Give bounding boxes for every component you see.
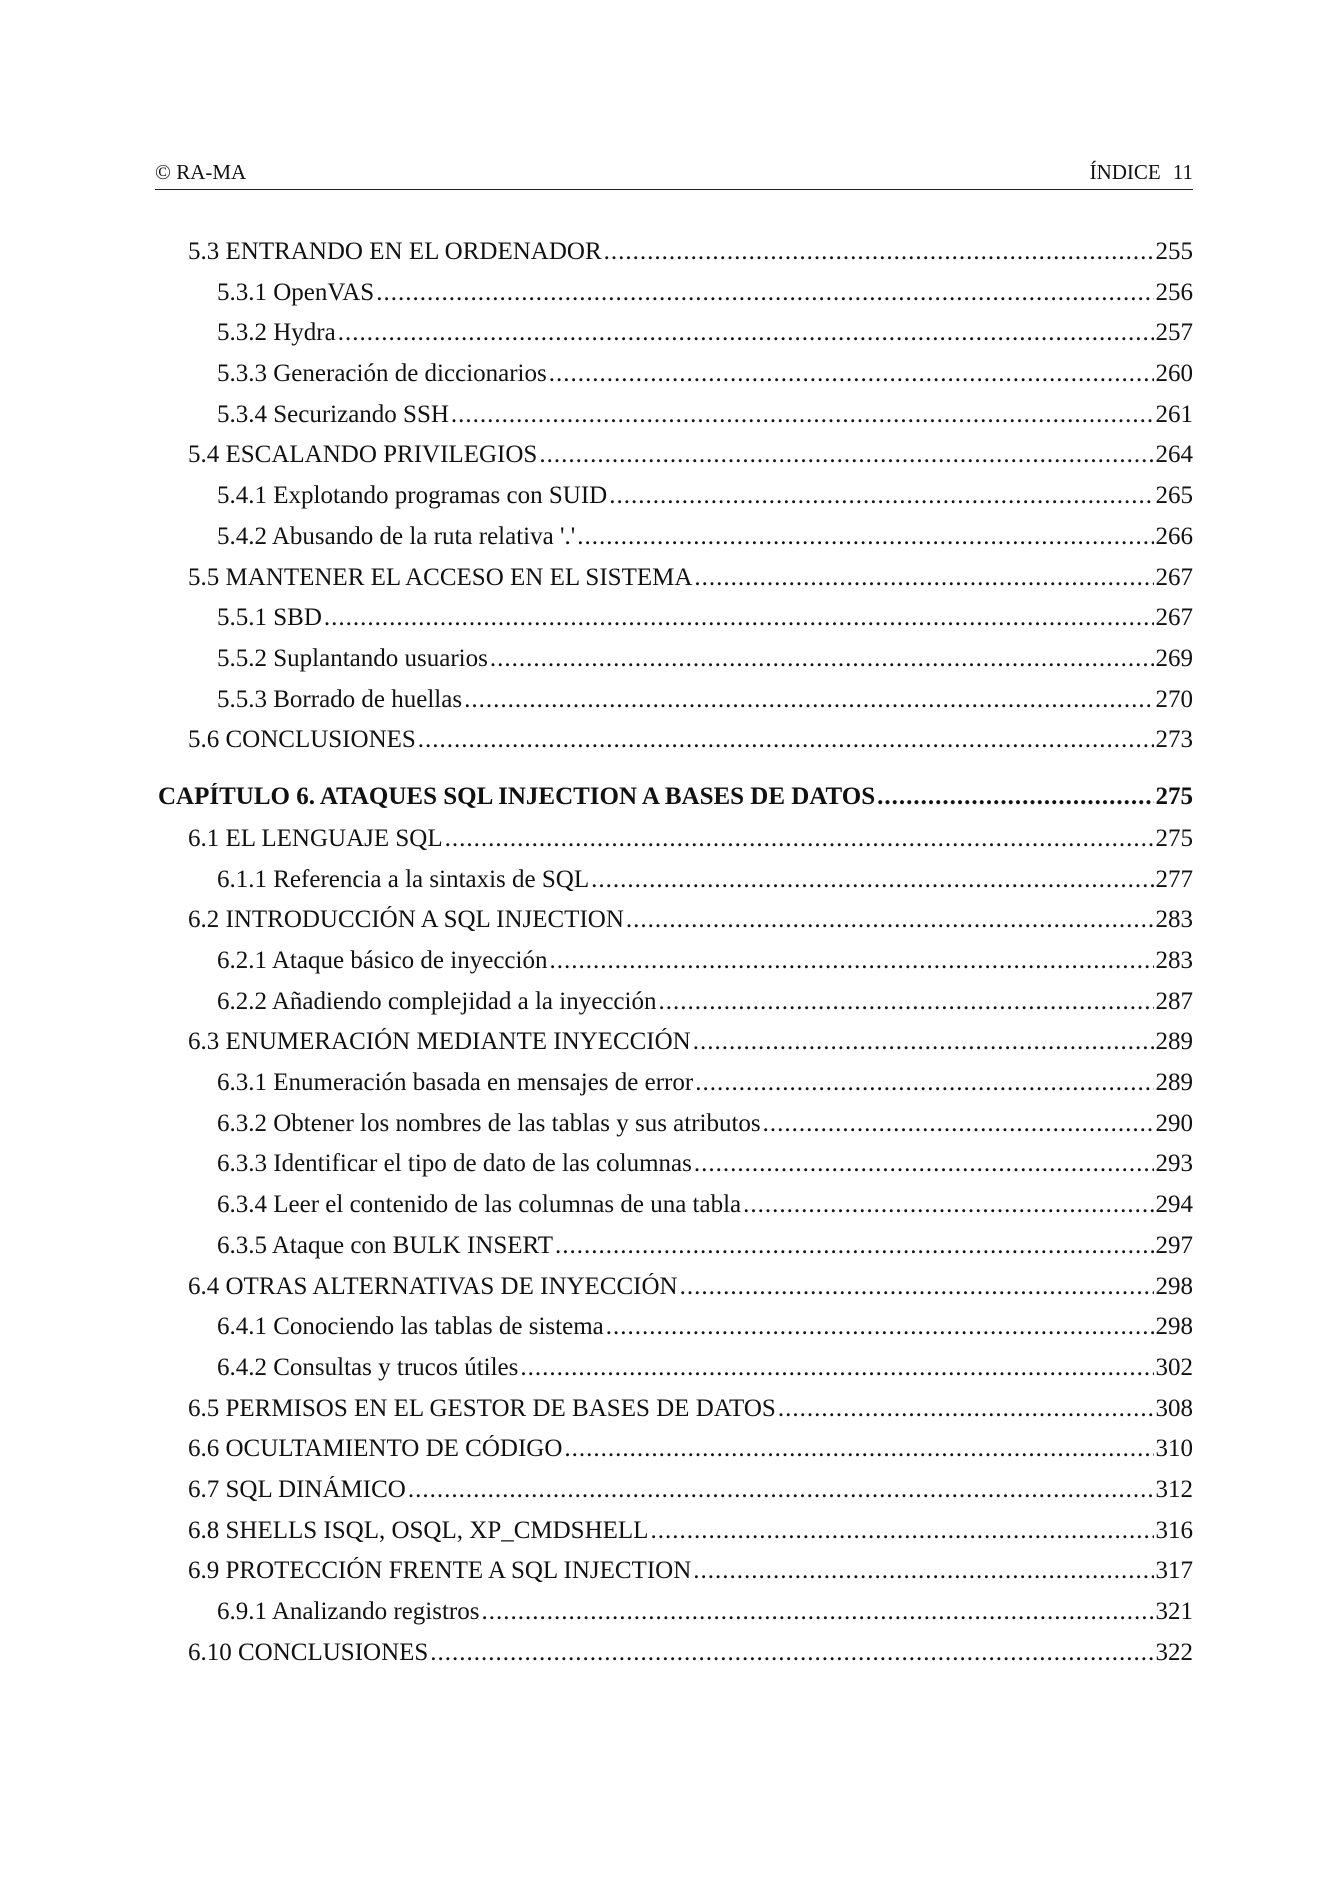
toc-entry-page: 308 (1155, 1394, 1193, 1422)
dot-leader (464, 686, 1153, 714)
toc-entry-title: 6.4 OTRAS ALTERNATIVAS DE INYECCIÓN (188, 1272, 678, 1300)
toc-entry-title: 5.5 MANTENER EL ACCESO EN EL SISTEMA (188, 563, 693, 591)
toc-entry (155, 360, 1193, 401)
toc-entry (155, 988, 1193, 1029)
toc-entry-page: 321 (1155, 1598, 1193, 1625)
dot-leader (606, 1313, 1154, 1341)
toc-entry-title: 6.10 CONCLUSIONES (188, 1638, 429, 1666)
toc-entry-page: 267 (1155, 563, 1193, 591)
dot-leader (693, 1028, 1154, 1056)
toc-entry-title: 6.1 EL LENGUAJE SQL (188, 824, 443, 852)
toc-entry (155, 319, 1193, 360)
toc-entry-title: 5.6 CONCLUSIONES (188, 726, 416, 754)
toc-entry-page: 283 (1155, 906, 1193, 934)
toc-entry (155, 401, 1193, 442)
toc-entry-title: 6.3.3 Identificar el tipo de dato de las columnas (217, 1150, 692, 1178)
dot-leader (481, 1598, 1153, 1626)
toc-entry-page: 267 (1155, 604, 1193, 632)
toc-entry (155, 523, 1193, 564)
toc-entry-title: 5.3.3 Generación de diccionarios (217, 360, 547, 388)
toc-entry-page: 256 (1155, 278, 1193, 306)
toc-entry-title: 6.3.4 Leer el contenido de las columnas de una tabla (217, 1191, 742, 1219)
toc-entry-page: 277 (1155, 865, 1193, 893)
toc-entry-title: 6.9.1 Analizando registros (217, 1598, 480, 1625)
dot-leader (555, 1232, 1154, 1260)
toc-entry (155, 1557, 1193, 1598)
dot-leader (324, 604, 1154, 632)
dot-leader (564, 1435, 1153, 1463)
toc-entry (155, 1313, 1193, 1354)
toc-entry-page: 302 (1155, 1353, 1193, 1381)
toc-entry-page: 289 (1155, 1069, 1193, 1097)
toc-entry-page: 260 (1155, 360, 1193, 388)
toc-entry-page: 257 (1155, 319, 1193, 347)
toc-entry-title: 5.4.1 Explotando programas con SUID (217, 482, 608, 510)
toc-entry-title: CAPÍTULO 6. ATAQUES SQL INJECTION A BASES DE DATOS (158, 782, 876, 810)
toc-entry-title: 6.8 SHELLS ISQL, OSQL, XP_CMDSHELL (188, 1516, 649, 1544)
toc-entry-title: 6.2.2 Añadiendo complejidad a la inyección (217, 987, 657, 1015)
header-right (1090, 160, 1193, 185)
dot-leader (418, 726, 1154, 754)
dot-leader (694, 564, 1153, 592)
toc-entry-title: 6.1.1 Referencia a la sintaxis de SQL (217, 865, 590, 893)
toc-entry-title: 5.3 ENTRANDO EN EL ORDENADOR (188, 238, 602, 265)
toc-entry-page: 287 (1155, 987, 1193, 1015)
dot-leader (604, 238, 1154, 266)
toc-entry-page: 312 (1155, 1475, 1193, 1503)
toc-entry-title: 6.9 PROTECCIÓN FRENTE A SQL INJECTION (188, 1557, 692, 1585)
toc-entry (155, 825, 1193, 866)
toc-entry (155, 238, 1193, 279)
toc-entry (155, 1110, 1193, 1151)
toc-entry (155, 441, 1193, 482)
dot-leader (549, 947, 1153, 975)
dot-leader (694, 1150, 1154, 1178)
toc-entry (155, 1598, 1193, 1639)
toc-entry-title: 6.4.1 Conociendo las tablas de sistema (217, 1313, 604, 1341)
dot-leader (650, 1517, 1153, 1545)
toc-entry-page: 310 (1155, 1435, 1193, 1463)
toc-entry (155, 1191, 1193, 1232)
toc-entry (155, 726, 1193, 767)
section-title: ÍNDICE (1089, 160, 1161, 184)
toc-entry-page: 275 (1155, 782, 1193, 810)
toc-entry-page: 261 (1155, 400, 1193, 428)
toc-chapter-entry (155, 783, 1193, 825)
toc-entry-title: 5.3.2 Hydra (217, 319, 336, 347)
toc-entry-page: 275 (1155, 824, 1193, 852)
toc-entry-title: 5.5.3 Borrado de huellas (217, 685, 463, 713)
dot-leader (408, 1476, 1154, 1504)
toc-entry-page: 294 (1155, 1191, 1193, 1219)
toc-entry (155, 906, 1193, 947)
toc-entry (155, 1273, 1193, 1314)
toc-entry-title: 5.3.4 Securizando SSH (217, 400, 449, 428)
toc-entry-title: 5.4 ESCALANDO PRIVILEGIOS (188, 441, 538, 469)
toc-entry-page: 264 (1155, 441, 1193, 469)
toc-entry (155, 645, 1193, 686)
page-number: 11 (1172, 160, 1193, 184)
toc-entry (155, 482, 1193, 523)
toc-entry (155, 1517, 1193, 1558)
toc-entry-title: 6.7 SQL DINÁMICO (188, 1475, 406, 1503)
toc-entry-page: 317 (1155, 1557, 1193, 1585)
dot-leader (658, 988, 1153, 1016)
toc-entry-title: 5.5.2 Suplantando usuarios (217, 644, 488, 672)
dot-leader (693, 1557, 1153, 1585)
toc-entry-title: 6.3.2 Obtener los nombres de las tablas y sus atributos (217, 1109, 761, 1137)
toc-entry-page: 270 (1155, 685, 1193, 713)
dot-leader (338, 319, 1154, 347)
toc-entry-page: 283 (1155, 947, 1193, 974)
toc-entry (155, 1639, 1193, 1680)
toc-entry-page: 297 (1155, 1231, 1193, 1259)
dot-leader (743, 1191, 1153, 1219)
running-header (155, 158, 1193, 190)
toc-entry-page: 298 (1155, 1313, 1193, 1341)
toc-entry-title: 5.5.1 SBD (217, 604, 322, 632)
toc-entry-title: 6.4.2 Consultas y trucos útiles (217, 1353, 519, 1381)
dot-leader (695, 1069, 1153, 1097)
toc-entry (155, 1435, 1193, 1476)
toc-entry (155, 1232, 1193, 1273)
toc-entry-page: 265 (1155, 482, 1193, 510)
toc-entry-title: 6.2 INTRODUCCIÓN A SQL INJECTION (188, 906, 624, 934)
toc-entry-title: 6.6 OCULTAMIENTO DE CÓDIGO (188, 1435, 563, 1463)
dot-leader (445, 825, 1154, 853)
dot-leader (539, 441, 1153, 469)
toc-entry-page: 289 (1155, 1028, 1193, 1056)
dot-leader (763, 1110, 1154, 1138)
dot-leader (490, 645, 1154, 673)
toc-entry-page: 269 (1155, 644, 1193, 672)
toc-entry-page: 273 (1155, 726, 1193, 754)
toc-entry (155, 1069, 1193, 1110)
toc-entry (155, 564, 1193, 605)
toc-entry-title: 6.3.5 Ataque con BULK INSERT (217, 1231, 553, 1259)
toc-entry (155, 686, 1193, 727)
toc-entry (155, 1028, 1193, 1069)
toc-entry-page: 298 (1155, 1272, 1193, 1300)
toc-entry (155, 1150, 1193, 1191)
toc-entry (155, 866, 1193, 907)
dot-leader (609, 482, 1153, 510)
table-of-contents (155, 238, 1193, 1679)
dot-leader (626, 906, 1154, 934)
toc-entry-page: 293 (1155, 1150, 1193, 1178)
dot-leader (877, 783, 1153, 811)
toc-entry-title: 6.3.1 Enumeración basada en mensajes de error (217, 1069, 694, 1097)
toc-entry-title: 5.3.1 OpenVAS (217, 278, 375, 306)
toc-entry (155, 279, 1193, 320)
dot-leader (680, 1273, 1154, 1301)
toc-entry-title: 5.4.2 Abusando de la ruta relativa '.' (217, 522, 576, 550)
dot-leader (591, 866, 1153, 894)
dot-leader (376, 279, 1153, 307)
toc-entry-page: 290 (1155, 1109, 1193, 1137)
toc-entry-page: 316 (1155, 1516, 1193, 1544)
toc-entry-page: 266 (1155, 522, 1193, 550)
toc-entry-title: 6.5 PERMISOS EN EL GESTOR DE BASES DE DATOS (188, 1394, 776, 1422)
dot-leader (778, 1395, 1154, 1423)
dot-leader (549, 360, 1154, 388)
toc-entry (155, 1354, 1193, 1395)
toc-entry-title: 6.3 ENUMERACIÓN MEDIANTE INYECCIÓN (188, 1028, 691, 1056)
dot-leader (430, 1639, 1153, 1667)
toc-entry (155, 1476, 1193, 1517)
dot-leader (520, 1354, 1153, 1382)
toc-entry-page: 322 (1155, 1638, 1193, 1666)
toc-entry-page: 255 (1155, 238, 1193, 265)
toc-entry (155, 1395, 1193, 1436)
toc-entry (155, 947, 1193, 988)
toc-entry-title: 6.2.1 Ataque básico de inyección (217, 947, 548, 974)
toc-entry (155, 604, 1193, 645)
dot-leader (577, 523, 1153, 551)
copyright-label: © RA-MA (155, 160, 247, 184)
dot-leader (451, 401, 1154, 429)
